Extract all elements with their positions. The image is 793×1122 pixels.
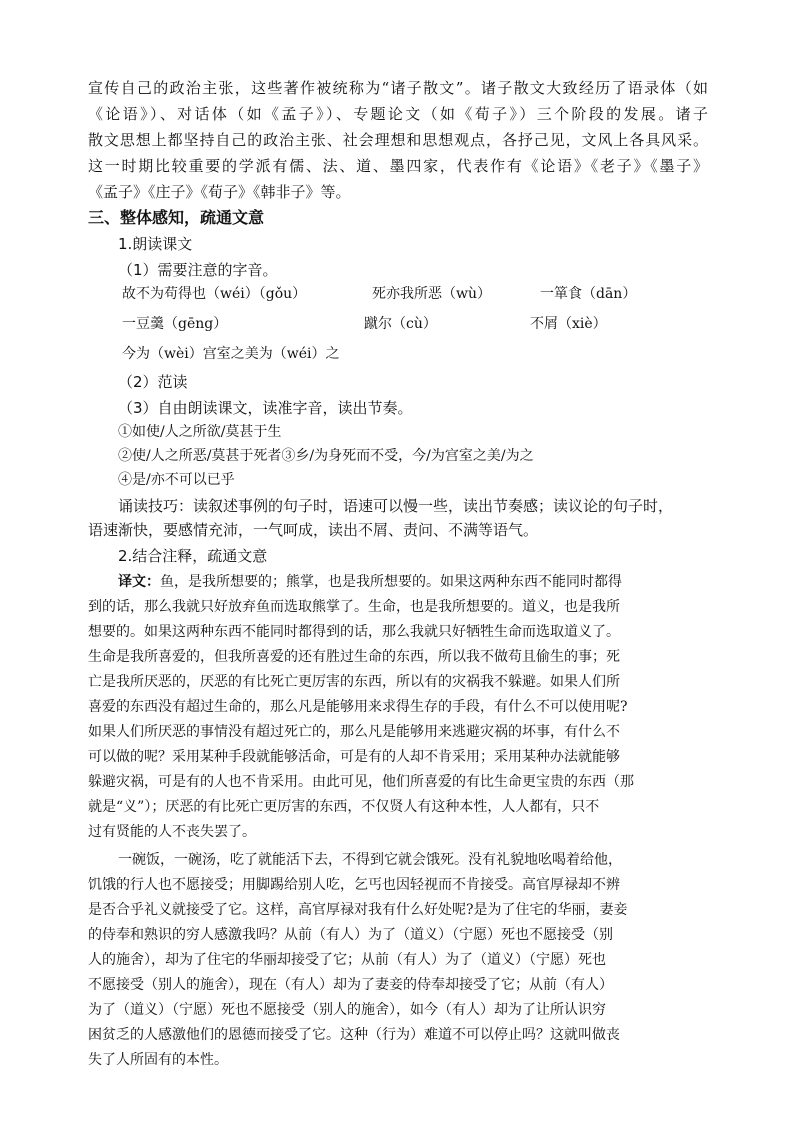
pronunciation-entry: 故不为苟得也（wéi）（gǒu） <box>122 286 307 302</box>
subheading-read-aloud: 1.朗读课文 <box>118 235 193 253</box>
subheading-annotations: 2.结合注释，疏通文意 <box>118 547 268 565</box>
translation-line: 失了人所固有的本性。 <box>88 1052 228 1068</box>
translation-label: 译文： <box>118 574 160 590</box>
section-heading: 三、整体感知，疏通文意 <box>88 208 265 227</box>
translation-line: 困贫乏的人感激他们的恩德而接受了它。这种（行为）难道不可以停止吗？这就叫做丧 <box>88 1027 620 1043</box>
translation-line: 生命是我所喜爱的，但我所喜爱的还有胜过生命的东西，所以我不做苟且偷生的事；死 <box>88 649 620 665</box>
rhythm-line: ④是/亦不可以已乎 <box>118 472 235 488</box>
translation-line: 是否合乎礼义就接受了它。这样，高官厚禄对我有什么好处呢?是为了住宅的华丽，妻妾 <box>88 902 628 918</box>
translation-line: 饥饿的行人也不愿接受；用脚踢给别人吃，乞丐也因轻视而不肯接受。高官厚禄却不辨 <box>88 877 620 893</box>
translation-line: 想要的。如果这两种东西不能同时都得到的话，那么我就只好牺牲生命而选取道义了。 <box>88 624 620 640</box>
intro-line: 宣传自己的政治主张，这些著作被统称为“诸子散文”。诸子散文大致经历了语录体（如 <box>88 79 708 97</box>
translation-text: 鱼，是我所想要的；熊掌，也是我所想要的。如果这两种东西不能同时都得 <box>160 574 622 590</box>
translation-line: 过有贤能的人不丧失罢了。 <box>88 824 256 840</box>
translation-line: 亡是我所厌恶的，厌恶的有比死亡更厉害的东西，所以有的灾祸我不躲避。如果人们所 <box>88 674 620 690</box>
pronunciation-entry: 一豆羹（gēng） <box>122 316 228 332</box>
rhythm-line: ②使/人之所恶/莫甚于死者③乡/为身死而不受，今/为宫室之美/为之 <box>118 448 534 464</box>
translation-line: 为了（道义）（宁愿）死也不愿接受（别人的施舍），如今（有人）却为了让所认识穷 <box>88 1002 606 1018</box>
translation-line: 人的施舍），却为了住宅的华丽却接受了它；从前（有人）为了（道义）（宁愿）死也 <box>88 952 606 968</box>
translation-line: 的侍奉和熟识的穷人感激我吗？从前（有人）为了（道义）（宁愿）死也不愿接受（别 <box>88 927 613 943</box>
item-pronunciation: （1）需要注意的字音。 <box>118 261 278 279</box>
intro-line: 《孟子》《庄子》《荀子》《韩非子》等。 <box>88 183 351 201</box>
translation-line: 可以做的呢？采用某种手段就能够活命，可是有的人却不肯采用；采用某种办法就能够 <box>88 749 620 765</box>
pronunciation-entry: 不屑（xiè） <box>530 316 607 332</box>
pronunciation-entry: 今为（wèi）宫室之美为（wéi）之 <box>122 346 340 362</box>
rhythm-line: ①如使/人之所欲/莫甚于生 <box>118 424 282 440</box>
translation-line: 不愿接受（别人的施舍），现在（有人）却为了妻妾的侍奉却接受了它；从前（有人） <box>88 977 613 993</box>
intro-line: 《论语》）、对话体（如《孟子》）、专题论文（如《荀子》）三个阶段的发展。诸子 <box>88 105 708 123</box>
pronunciation-entry: 一箪食（dān） <box>540 286 637 302</box>
intro-line: 散文思想上都坚持自己的政治主张、社会理想和思想观点，各抒己见，文风上各具风采。 <box>88 131 708 149</box>
pronunciation-entry: 蹴尔（cù） <box>364 316 437 332</box>
translation-line: 如果人们所厌恶的事情没有超过死亡的，那么凡是能够用来逃避灾祸的坏事，有什么不 <box>88 724 620 740</box>
translation-first-line <box>118 570 622 594</box>
intro-line: 这一时期比较重要的学派有儒、法、道、墨四家，代表作有《论语》《老子》《墨子》 <box>88 157 708 175</box>
reading-tips: 语速渐快，要感情充沛，一气呵成，读出不屑、责问、不满等语气。 <box>88 521 539 539</box>
translation-line: 喜爱的东西没有超过生命的，那么凡是能够用来求得生存的手段，有什么不可以使用呢? <box>88 699 628 715</box>
translation-line: 就是“义”）；厌恶的有比死亡更厉害的东西，不仅贤人有这种本性，人人都有，只不 <box>88 799 600 815</box>
translation-line: 躲避灾祸，可是有的人也不肯采用。由此可见，他们所喜爱的有比生命更宝贵的东西（那 <box>88 774 634 790</box>
reading-tips: 诵读技巧：读叙述事例的句子时，语速可以慢一些，读出节奏感；读议论的句子时， <box>118 497 674 515</box>
pronunciation-entry: 死亦我所恶（wù） <box>372 286 491 302</box>
translation-line: 到的话，那么我就只好放弃鱼而选取熊掌了。生命，也是我所想要的。道义，也是我所 <box>88 599 620 615</box>
item-free-reading: （3）自由朗读课文，读准字音，读出节奏。 <box>118 399 413 417</box>
item-model-reading: （2）范读 <box>118 373 188 391</box>
translation-line: 一碗饭，一碗汤，吃了就能活下去，不得到它就会饿死。没有礼貌地吆喝着给他， <box>118 852 622 868</box>
